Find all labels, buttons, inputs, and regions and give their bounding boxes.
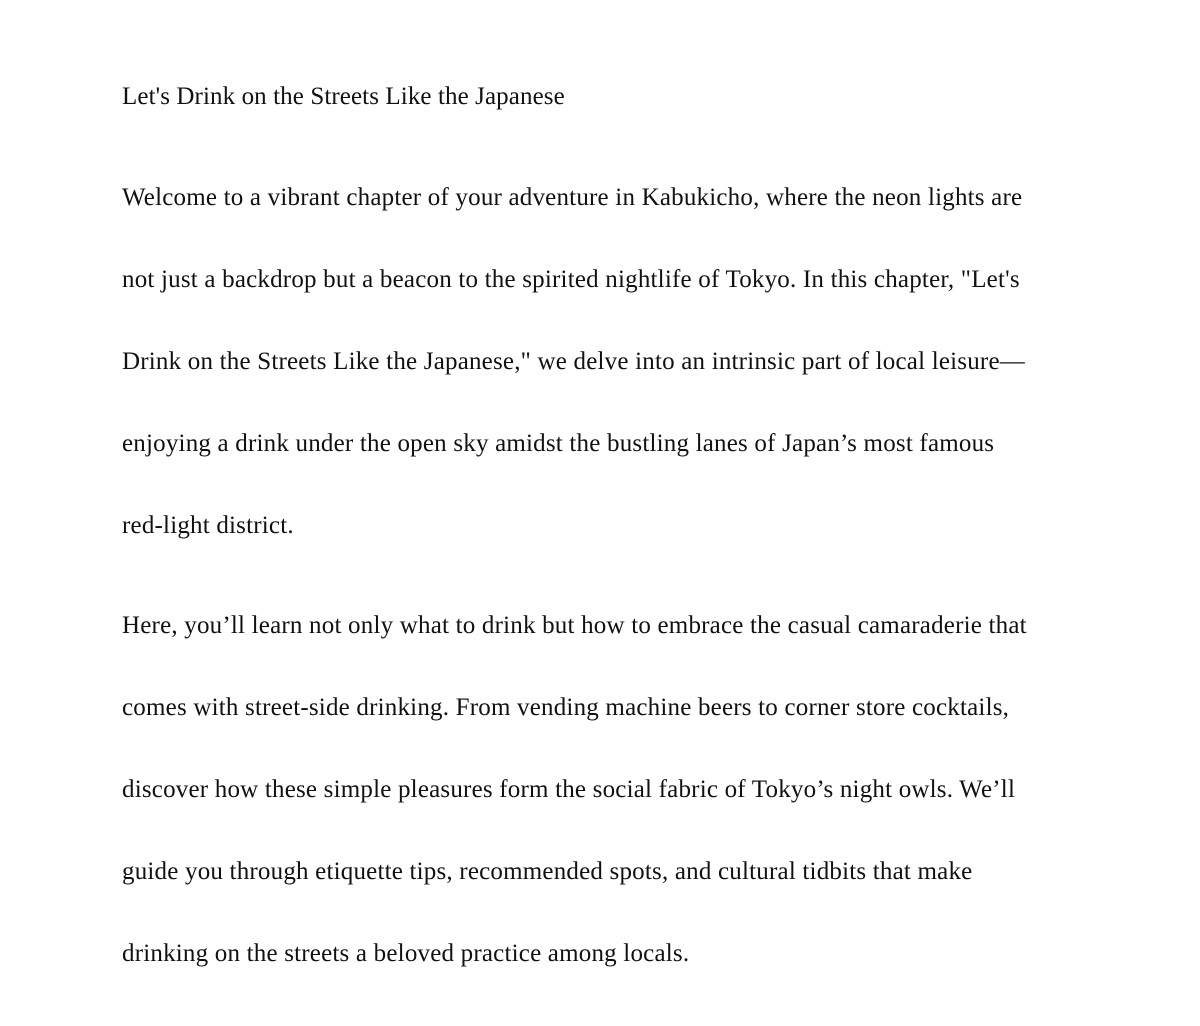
paragraph-line: drinking on the streets a beloved practice among locals. (122, 940, 690, 967)
paragraph-guide (122, 585, 1102, 995)
paragraph-line: not just a backdrop but a beacon to the spirited nightlife of Tokyo. In this chapter, "Let's (122, 266, 1020, 293)
paragraph-line: comes with street-side drinking. From vending machine beers to corner store cocktails, (122, 694, 1010, 721)
paragraph-intro (122, 157, 1102, 567)
paragraph-line: Drink on the Streets Like the Japanese," we delve into an intrinsic part of local leisure— (122, 348, 1025, 375)
paragraph-line: discover how these simple pleasures form the social fabric of Tokyo’s night owls. We’ll (122, 776, 1016, 803)
paragraph-line: red-light district. (122, 512, 294, 539)
document-page (122, 78, 1102, 995)
paragraph-line: guide you through etiquette tips, recommended spots, and cultural tidbits that make (122, 858, 973, 885)
paragraph-line: Welcome to a vibrant chapter of your adventure in Kabukicho, where the neon lights are (122, 184, 1023, 211)
paragraph-line: Here, you’ll learn not only what to drink but how to embrace the casual camaraderie that (122, 612, 1027, 639)
paragraph-line: enjoying a drink under the open sky amidst the bustling lanes of Japan’s most famous (122, 430, 995, 457)
document-title: Let's Drink on the Streets Like the Japanese (122, 83, 565, 110)
